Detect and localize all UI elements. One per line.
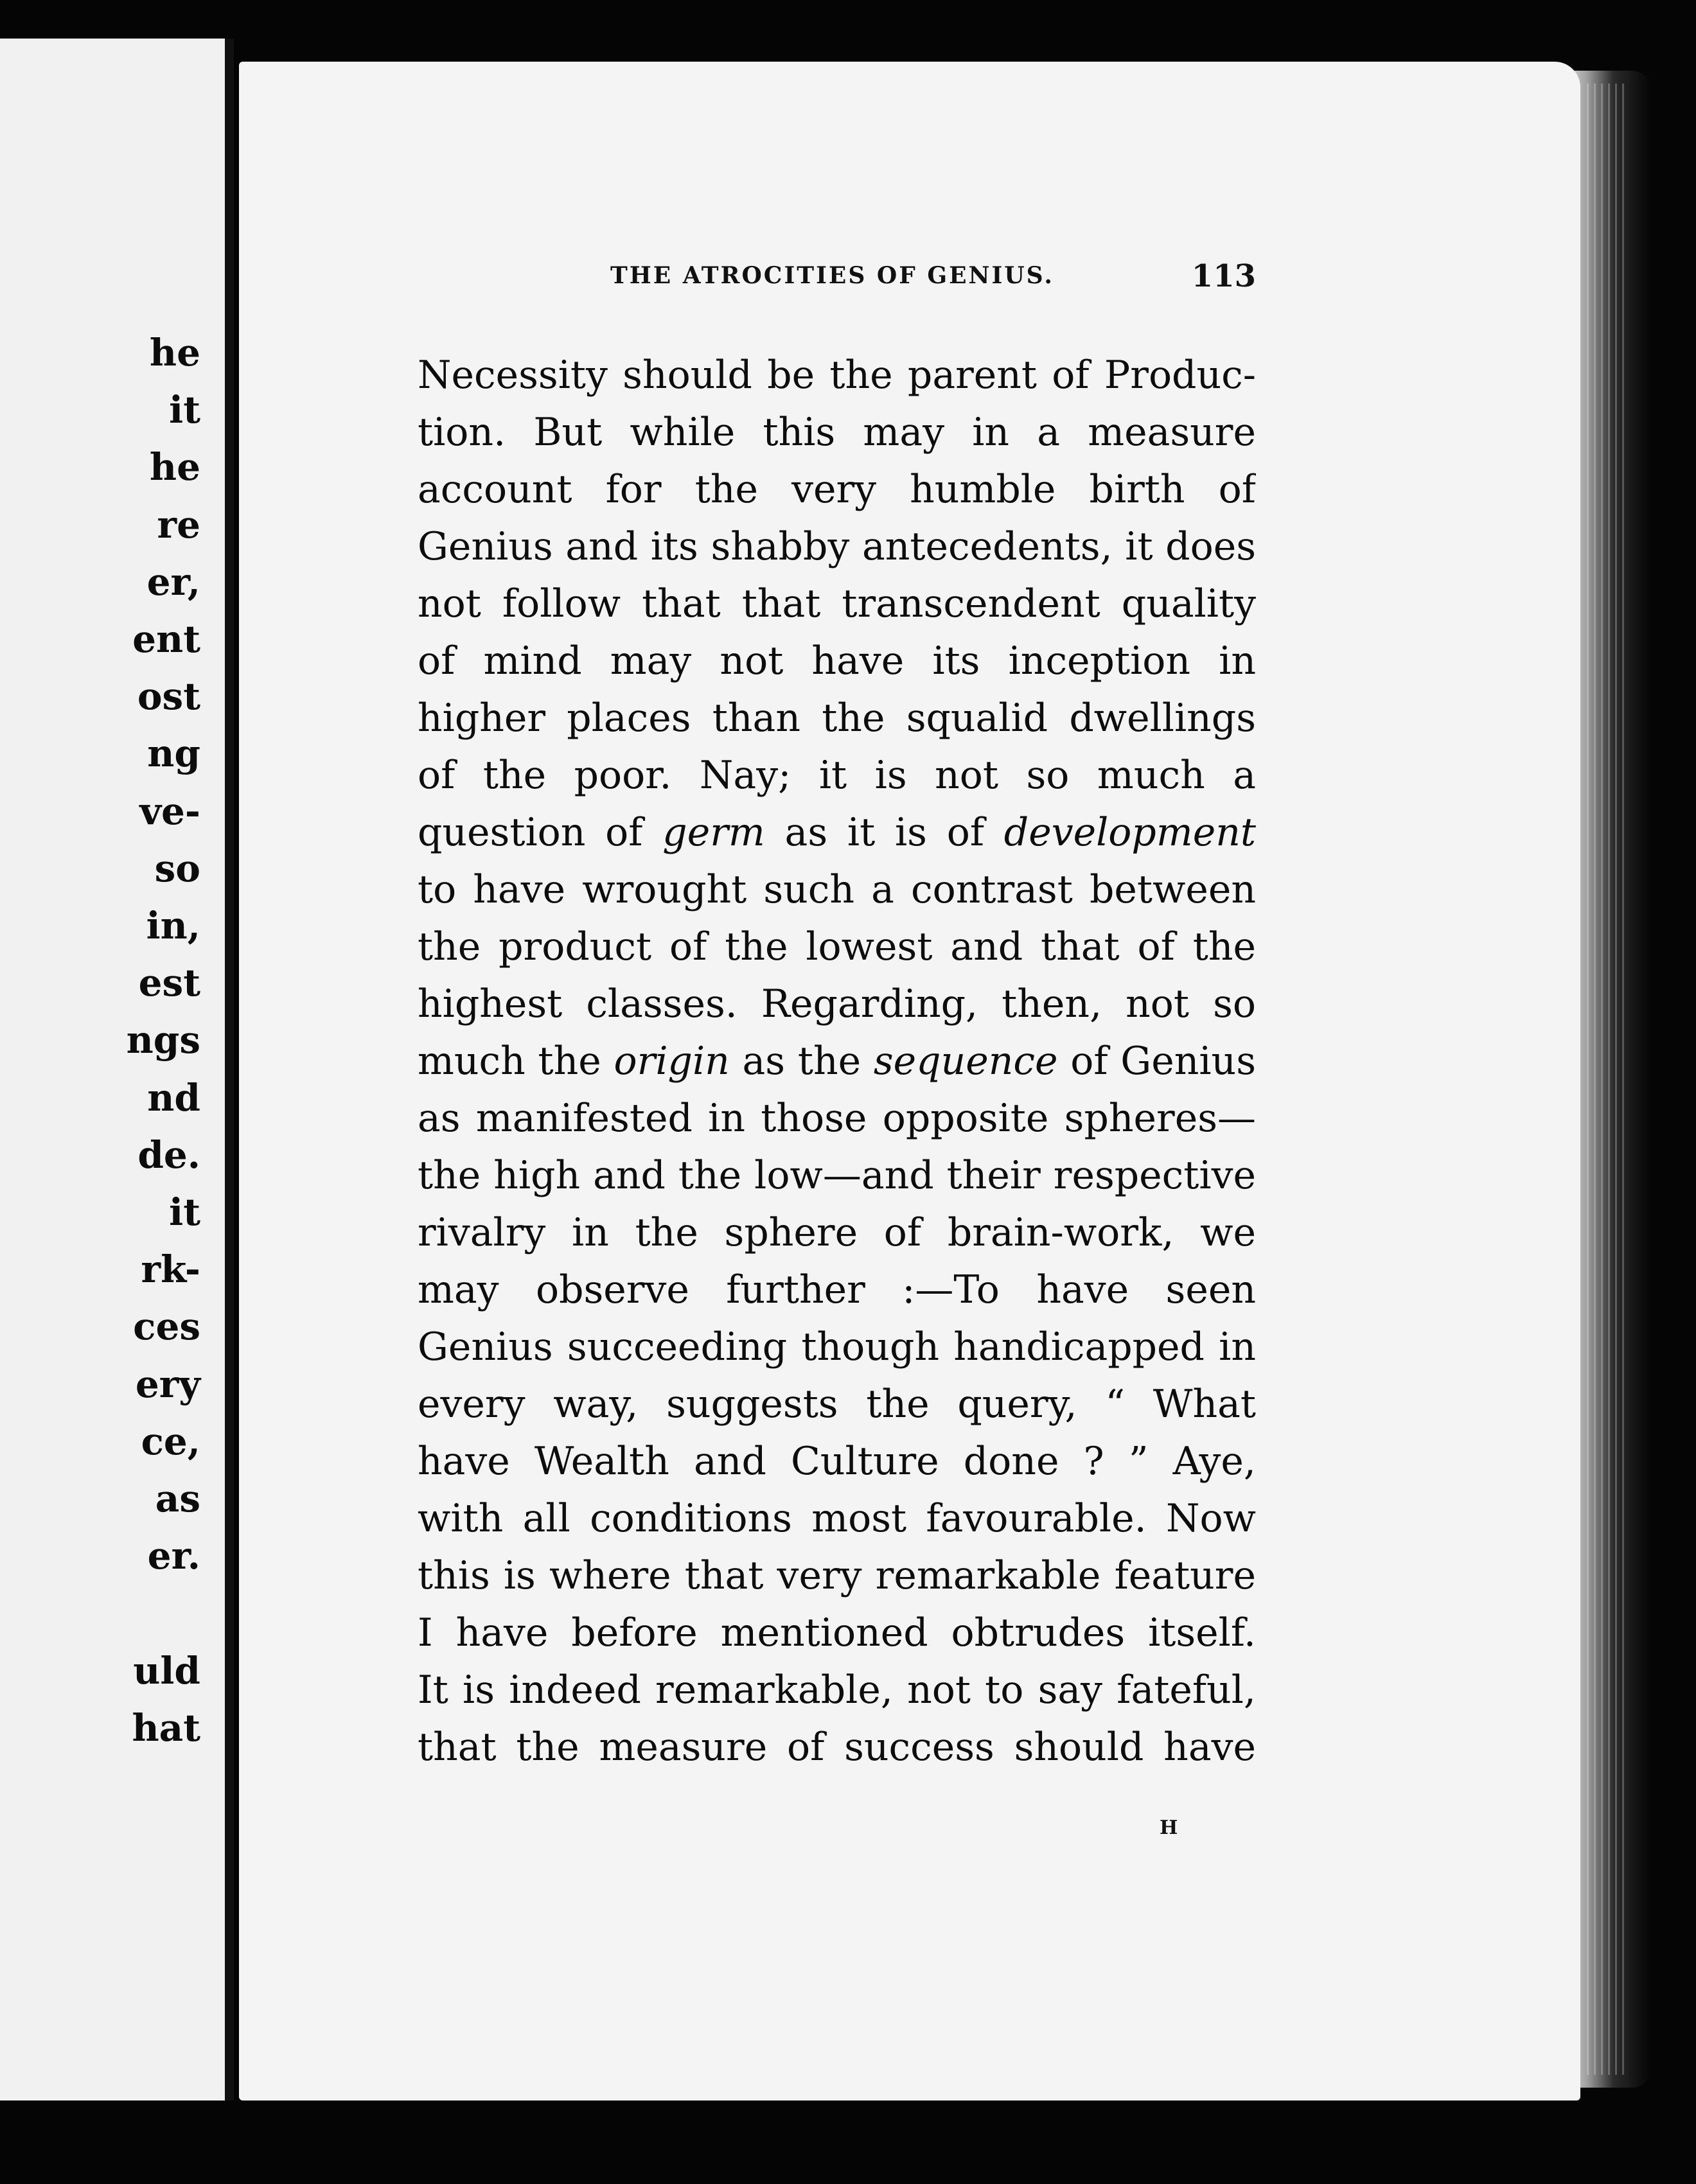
text-run: much the	[418, 1039, 614, 1084]
text-line: Genius and its shabby antecedents, it does	[418, 524, 1256, 569]
text-line: of the poor. Nay; it is not so much a	[418, 753, 1256, 798]
text-line: with all conditions most favourable. Now	[418, 1496, 1256, 1541]
text-line: highest classes. Regarding, then, not so	[418, 982, 1256, 1026]
left-page-fragment: ng	[147, 732, 200, 776]
left-page-fragment: ent	[132, 617, 200, 661]
left-page-fragment: it	[169, 388, 200, 432]
left-page-fragment: it	[169, 1190, 200, 1234]
left-page-fragment: de.	[137, 1132, 200, 1177]
italic-word: sequence	[873, 1039, 1058, 1084]
left-page-fragment: er,	[146, 559, 200, 604]
text-line: the product of the lowest and that of the	[418, 924, 1256, 969]
left-page-fragment: er.	[147, 1534, 200, 1578]
left-page-fragment: hat	[132, 1705, 200, 1750]
left-page-fragment: in,	[146, 904, 200, 947]
left-page-fragment: nd	[147, 1075, 200, 1120]
left-page-fragment: est	[138, 961, 200, 1005]
signature-mark: H	[1160, 1817, 1178, 1839]
text-run: as it is of	[764, 810, 1004, 855]
text-line: higher places than the squalid dwellings	[418, 696, 1256, 741]
left-page-fragment: ost	[137, 674, 200, 719]
text-line: It is indeed remarkable, not to say fateful,	[418, 1668, 1256, 1713]
text-line: may observe further :—To have seen	[418, 1267, 1256, 1312]
text-line: tion. But while this may in a measure	[418, 410, 1256, 455]
italic-word: origin	[614, 1039, 730, 1084]
page-header	[360, 258, 1256, 297]
left-page-fragment: ce,	[141, 1419, 200, 1463]
running-head: THE ATROCITIES OF GENIUS.	[610, 262, 1054, 289]
text-line: have Wealth and Culture done ? ” Aye,	[418, 1439, 1256, 1484]
text-line: of mind may not have its inception in	[418, 638, 1256, 683]
page-edge-lines	[1587, 84, 1625, 2075]
text-line: to have wrought such a contrast between	[418, 867, 1256, 912]
left-page-fragment: rk-	[141, 1247, 200, 1292]
left-page-fragment: ngs	[126, 1018, 200, 1062]
left-page-fragment: ces	[133, 1305, 200, 1349]
left-page-fragment: so	[154, 846, 200, 890]
text-run: question of	[418, 810, 663, 855]
text-line: rivalry in the sphere of brain-work, we	[418, 1210, 1256, 1255]
left-page-fragment: as	[155, 1477, 200, 1520]
page-number: 113	[1191, 258, 1256, 294]
italic-word: germ	[662, 810, 765, 855]
text-line: that the measure of success should have	[418, 1725, 1256, 1770]
text-line	[418, 1033, 1256, 1090]
text-line: Necessity should be the parent of Produc-	[418, 353, 1256, 398]
text-line: Genius succeeding though handicapped in	[418, 1325, 1256, 1369]
text-run: as the	[729, 1039, 874, 1084]
italic-word: development	[1003, 810, 1256, 855]
text-line: the high and the low—and their respective	[418, 1153, 1256, 1198]
text-line	[418, 804, 1256, 861]
left-page-fragment: re	[157, 502, 200, 547]
text-line: I have before mentioned obtrudes itself.	[418, 1610, 1256, 1655]
text-line: account for the very humble birth of	[418, 467, 1256, 512]
text-line: as manifested in those opposite spheres—	[418, 1096, 1256, 1141]
left-page-fragment: he	[149, 445, 200, 489]
text-line: every way, suggests the query, “ What	[418, 1382, 1256, 1427]
left-page-fragment: uld	[133, 1648, 200, 1693]
left-page	[0, 39, 234, 2100]
left-page-fragment: ery	[135, 1362, 200, 1406]
left-page-fragment: he	[149, 331, 200, 374]
text-line: not follow that that transcendent quality	[418, 581, 1256, 626]
text-run: of Genius	[1057, 1039, 1256, 1084]
text-line: this is where that very remarkable feature	[418, 1553, 1256, 1598]
body-text	[418, 347, 1256, 1776]
left-page-fragment: ve-	[139, 789, 200, 833]
